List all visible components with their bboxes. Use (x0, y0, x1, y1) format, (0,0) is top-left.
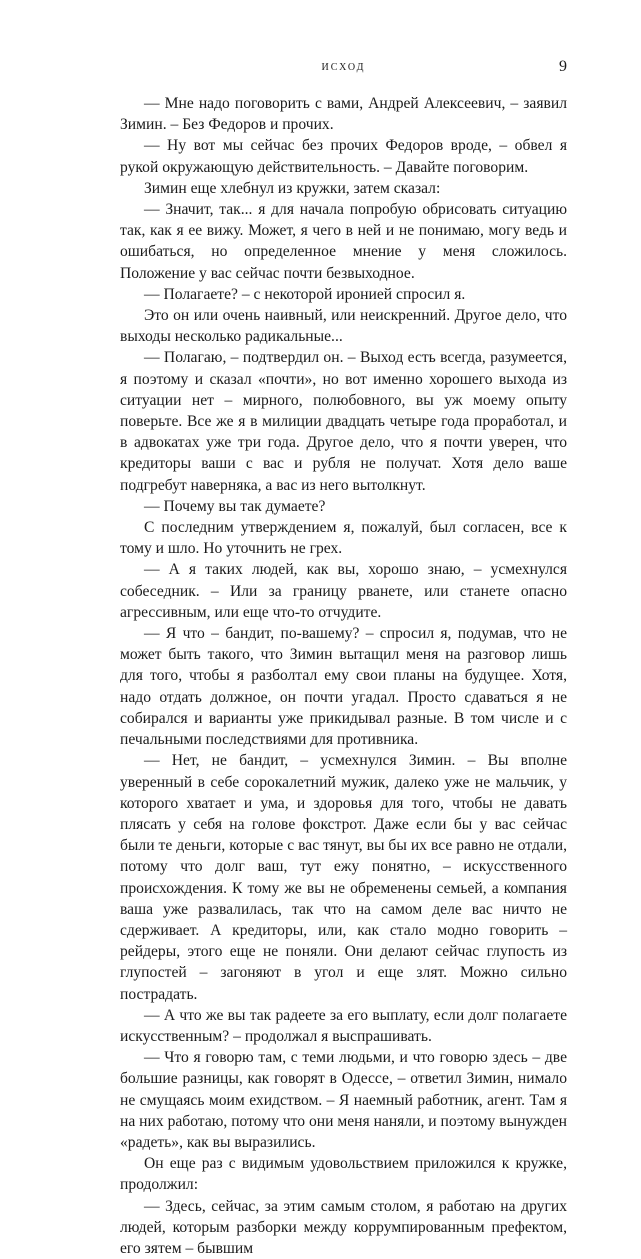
paragraph: — Полагаете? – с некоторой иронией спросил я. (144, 285, 466, 303)
running-title: исход (321, 58, 366, 74)
paragraph: — Я что – бандит, по-вашему? – спросил я, подумав, что не может быть такого, что Зимин вытащил меня на разговор лишь для того, чтобы я разболтал ему свои планы на будущее. Хотя, надо отдать должное, он почти угадал. Просто сдаваться я не собирался и варианты уже прикидывал разные. В том числе и с печальными последствиями для противника. (120, 625, 567, 749)
paragraph: — А я таких людей, как вы, хорошо знаю, – усмехнулся собеседник. – Или за границу рванете, или станете опасно агрессивным, или еще что-то отчудите. (120, 561, 567, 621)
body-text (120, 93, 567, 1259)
paragraph: С последним утверждением я, пожалуй, был согласен, все к тому и шло. Но уточнить не грех. (120, 519, 567, 558)
paragraph: — Нет, не бандит, – усмехнулся Зимин. – Вы вполне уверенный в себе сорокалетний мужик, далеко уже не мальчик, у которого хватает и ума, и здоровья для того, чтобы не давать плясать у себя на голове фокстрот. Даже если бы у вас сейчас были те деньги, которые с вас тянут, вы бы их все равно не отдали, потому что долг ваш, тут ежу понятно, – искусственного происхождения. К тому же вы не обременены семьей, а компания ваша уже развалилась, так что на самом деле вас ничто не сдерживает. А кредиторы, или, как стало модно говорить – рейдеры, этого еще не поняли. Они делают сейчас глупость из глупостей – загоняют в угол и еще злят. Можно сильно пострадать. (120, 752, 567, 1003)
paragraph: — А что же вы так радеете за его выплату, если долг полагаете искусственным? – продолжал я выспрашивать. (120, 1006, 567, 1045)
paragraph: — Ну вот мы сейчас без прочих Федоров вроде, – обвел я рукой окружающую действительность. – Давайте поговорим. (120, 137, 567, 176)
paragraph: Это он или очень наивный, или неискренний. Другое дело, что выходы несколько радикальные... (120, 307, 567, 346)
paragraph: — Значит, так... я для начала попробую обрисовать ситуацию так, как я ее вижу. Может, я чего в ней и не понимаю, могу ведь и ошибаться, но определенное мнение у меня сложилось. Положение у вас сейчас почти безвыходное. (120, 201, 567, 282)
paragraph: — Полагаю, – подтвердил он. – Выход есть всегда, разумеется, я поэтому и сказал «почти», но вот именно хорошего выхода из ситуации нет – мирного, полюбовного, вы уж моему опыту поверьте. Все же я в милиции двадцать четыре года проработал, и в адвокатах уже три года. Другое дело, что я почти уверен, что кредиторы ваши с вас и рубля не получат. Хотя дело ваше подгребут наверняка, а вас из него вытолкнут. (120, 349, 567, 494)
paragraph: Зимин еще хлебнул из кружки, затем сказал: (144, 179, 441, 197)
paragraph: — Что я говорю там, с теми людьми, и что говорю здесь – две большие разницы, как говорят в Одессе, – ответил Зимин, нимало не смущаясь моим ехидством. – Я наемный работник, агент. Там я на них работаю, потому что они меня наняли, и поэтому вынужден «радеть», как вы выразились. (120, 1049, 567, 1151)
paragraph: — Здесь, сейчас, за этим самым столом, я работаю на других людей, которым разборки между коррумпированным префектом, его зятем – бывшим (120, 1197, 567, 1257)
paragraph: Он еще раз с видимым удовольствием приложился к кружке, продолжил: (120, 1155, 567, 1194)
paragraph: — Мне надо поговорить с вами, Андрей Алексеевич, – заявил Зимин. – Без Федоров и прочих. (120, 95, 567, 134)
paragraph: — Почему вы так думаете? (144, 497, 326, 515)
page-number: 9 (559, 58, 567, 75)
page-header (120, 58, 567, 82)
